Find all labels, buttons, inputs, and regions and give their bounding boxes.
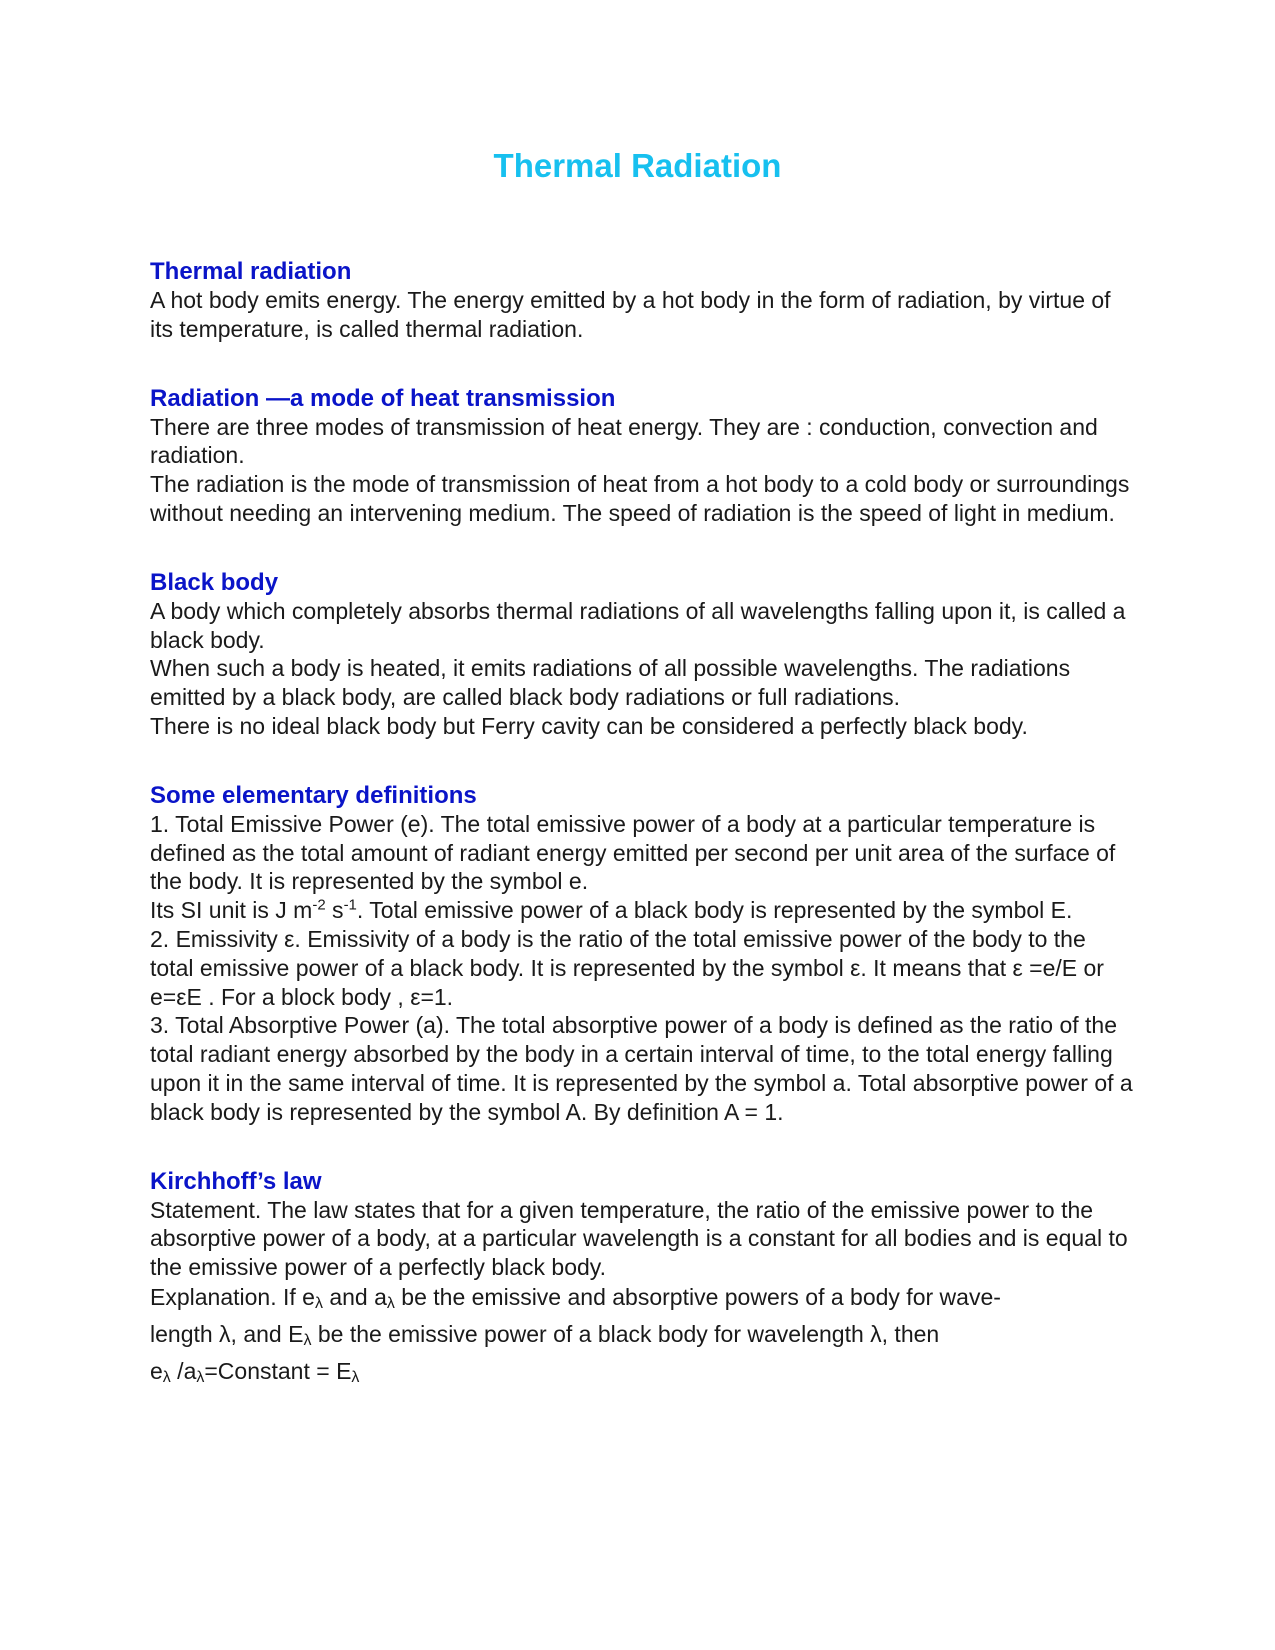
text: =Constant = E — [204, 1357, 352, 1384]
text: Explanation. If e — [150, 1283, 315, 1310]
explanation-line — [150, 1282, 1135, 1319]
explanation-line — [150, 1319, 1135, 1356]
text: and a — [322, 1283, 387, 1310]
kirchhoff-explanation — [150, 1282, 1135, 1393]
paragraph: When such a body is heated, it emits radiations of all possible wavelengths. The radiations emitted by a black body, are called black body radiations or full radiations. — [150, 655, 1071, 711]
text: /a — [170, 1357, 197, 1384]
lambda-subscript: λ — [196, 1368, 205, 1386]
section-thermal-radiation — [150, 258, 1135, 344]
lambda-subscript: λ — [303, 1331, 312, 1349]
section-heading: Some elementary definitions — [150, 781, 477, 809]
exponent: -2 — [312, 896, 326, 914]
lambda-subscript: λ — [351, 1368, 360, 1386]
paragraph: A body which completely absorbs thermal radiations of all wavelengths falling upon it, is called a black body. — [150, 597, 1126, 653]
text: be the emissive power of a black body for wavelength λ, then — [311, 1320, 940, 1347]
definition-emissivity: 2. Emissivity ε. Emissivity of a body is the ratio of the total emissive power of the body to the total emissive power of a black body. It is represented by the symbol ε. It means that ε =e/E or e=εE . For a block body , ε=1. — [150, 925, 1104, 1010]
paragraph: The radiation is the mode of transmission of heat from a hot body to a cold body or surroundings without needing an intervening medium. The speed of radiation is the speed of light in medium. — [150, 471, 1130, 526]
definition-total-absorptive-power: 3. Total Absorptive Power (a). The total absorptive power of a body is defined as the ratio of the total radiant energy absorbed by the body in a certain interval of time, to the total energy falling upon it in the same interval of time. It is represented by the symbol a. Total absorptive power of a black body is represented by the symbol A. By definition A = 1. — [150, 1012, 1133, 1125]
text: length λ, and E — [150, 1320, 304, 1347]
section-elementary-definitions — [150, 782, 1135, 1127]
kirchhoff-formula — [150, 1356, 1135, 1393]
section-heading: Black body — [150, 568, 279, 596]
paragraph: There are three modes of transmission of heat energy. They are : conduction, convection and radiation. — [150, 413, 1098, 469]
paragraph: There is no ideal black body but Ferry cavity can be considered a perfectly black body. — [150, 712, 1028, 739]
lambda-subscript: λ — [314, 1294, 323, 1312]
si-unit-line — [150, 896, 1135, 925]
si-unit-suffix: . Total emissive power of a black body is represented by the symbol E. — [356, 897, 1073, 924]
section-heading: Thermal radiation — [150, 258, 352, 285]
section-heading: Kirchhoff’s law — [150, 1167, 322, 1195]
si-unit-mid: s — [325, 897, 344, 924]
section-heading: Radiation —a mode of heat transmission — [150, 384, 616, 412]
text: e — [150, 1357, 163, 1384]
section-radiation-mode — [150, 385, 1135, 528]
section-kirchhoffs-law — [150, 1168, 1135, 1393]
text: be the emissive and absorptive powers of a body for wave- — [394, 1283, 1001, 1310]
lambda-subscript: λ — [162, 1368, 171, 1386]
document-body — [150, 258, 1135, 1434]
si-unit-prefix: Its SI unit is J m — [150, 897, 313, 924]
definition-total-emissive-power: 1. Total Emissive Power (e). The total emissive power of a body at a particular temperature is defined as the total amount of radiant energy emitted per second per unit area of the surface of the body. It is represented by the symbol e. — [150, 810, 1116, 895]
paragraph: A hot body emits energy. The energy emitted by a hot body in the form of radiation, by virtue of its temperature, is called thermal radiation. — [150, 287, 1111, 342]
page-title: Thermal Radiation — [493, 147, 782, 184]
kirchhoff-statement: Statement. The law states that for a given temperature, the ratio of the emissive power to the absorptive power of a body, at a particular wavelength is a constant for all bodies and is equal to the emissive power of a perfectly black body. — [150, 1196, 1128, 1281]
lambda-subscript: λ — [386, 1294, 395, 1312]
exponent: -1 — [343, 896, 357, 914]
section-black-body — [150, 569, 1135, 741]
